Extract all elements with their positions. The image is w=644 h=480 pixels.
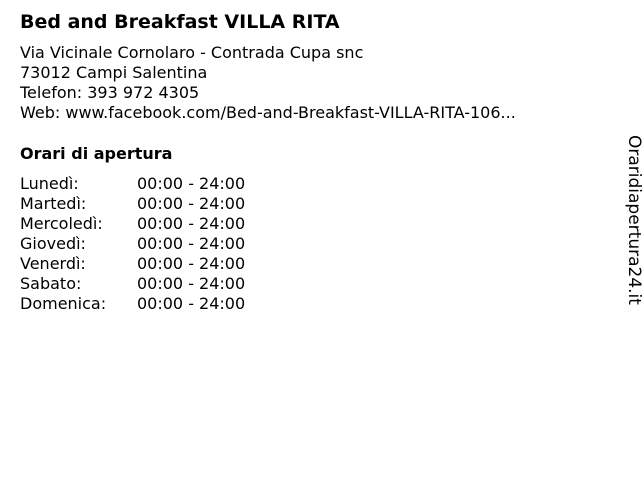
hours-row — [20, 214, 277, 234]
hours-row — [20, 254, 277, 274]
hours-day: Domenica: — [20, 294, 107, 313]
hours-time: 00:00 - 24:00 — [137, 234, 246, 253]
address-city: 73012 Campi Salentina — [20, 63, 208, 82]
hours-day: Martedì: — [20, 194, 87, 213]
hours-time: 00:00 - 24:00 — [137, 274, 246, 293]
hours-day: Lunedì: — [20, 174, 79, 193]
opening-hours-heading: Orari di apertura — [20, 144, 173, 163]
phone-number[interactable]: Telefon: 393 972 4305 — [20, 83, 200, 102]
hours-day: Sabato: — [20, 274, 82, 293]
hours-day: Mercoledì: — [20, 214, 103, 233]
business-name: Bed and Breakfast VILLA RITA — [20, 11, 340, 33]
hours-time: 00:00 - 24:00 — [137, 174, 246, 193]
address-street: Via Vicinale Cornolaro - Contrada Cupa snc — [20, 43, 364, 62]
hours-time: 00:00 - 24:00 — [137, 194, 246, 213]
business-info — [20, 43, 516, 123]
hours-row — [20, 294, 277, 314]
opening-hours-table — [20, 174, 277, 314]
hours-day: Venerdì: — [20, 254, 86, 273]
website-link[interactable]: Web: www.facebook.com/Bed-and-Breakfast-VILLA-RITA-106... — [20, 103, 516, 122]
hours-row — [20, 194, 277, 214]
hours-row — [20, 274, 277, 294]
hours-time: 00:00 - 24:00 — [137, 214, 246, 233]
hours-row — [20, 234, 277, 254]
hours-day: Giovedì: — [20, 234, 86, 253]
site-watermark: Oraridiapertura24.it — [624, 135, 644, 305]
hours-time: 00:00 - 24:00 — [137, 294, 246, 313]
hours-row — [20, 174, 277, 194]
hours-time: 00:00 - 24:00 — [137, 254, 246, 273]
